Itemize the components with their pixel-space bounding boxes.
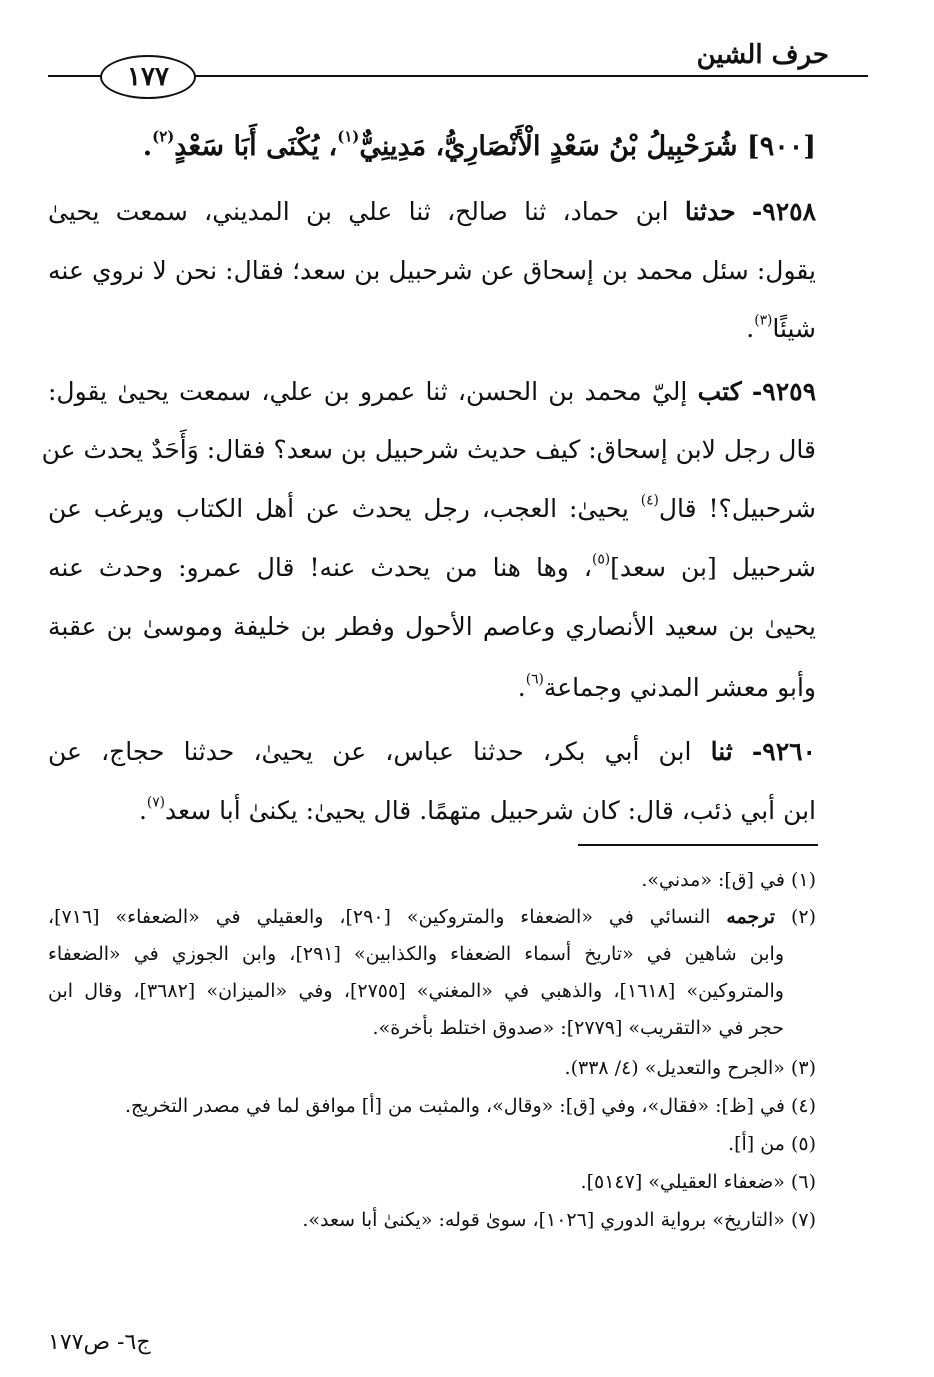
report-text: ابن أبي بكر، حدثنا عباس، عن يحيىٰ، حدثنا حجاج، عن	[48, 737, 692, 766]
report-text: ابن حماد، ثنا صالح، ثنا علي بن المديني، سمعت يحيىٰ	[48, 197, 669, 226]
footnote-1: (١) في [ق]: «مدني».	[641, 869, 816, 891]
footnote-ref-7: (٧)	[146, 794, 166, 811]
footnote-4: (٤) في [ظ]: «فقال»، وفي [ق]: «وقال»، والمثبت من [أ] موافق لما في مصدر التخريج.	[124, 1095, 816, 1117]
page-number-badge	[100, 55, 196, 99]
report-9259-line-1	[48, 373, 816, 411]
footnote-7: (٧) «التاريخ» برواية الدوري [١٠٢٦]، سوىٰ قوله: «يكنىٰ أبا سعد».	[302, 1209, 816, 1231]
footnote-number: (٢)	[790, 906, 817, 928]
report-text: شرحبيل؟! قال	[658, 494, 816, 523]
footnote-2-line-4: حجر في «التقريب» [٢٧٧٩]: «صدوق اختلط بأخرة».	[372, 1017, 784, 1039]
entry-end: .	[142, 131, 153, 162]
footnote-text: النسائي في «الضعفاء والمتروكين» [٢٩٠]، والعقيلي في «الضعفاء» [٧١٦]،	[48, 906, 711, 928]
entry-name: شُرَحْبِيلُ بْنُ سَعْدٍ الْأَنْصَارِيُّ، مَدِينِيٌّ	[359, 131, 738, 162]
report-text: ابن أبي ذئب، قال: كان شرحبيل متهمًا. قال يحيىٰ: يكنىٰ أبا سعد	[165, 796, 816, 825]
footnote-5: (٥) من [أ].	[728, 1133, 816, 1155]
footnote-separator	[578, 844, 818, 846]
report-number: ٩٢٦٠-	[751, 737, 816, 766]
footnote-keyword: ترجمه	[726, 906, 776, 928]
report-end: .	[138, 796, 147, 825]
footnote-ref-2: (٢)	[152, 127, 175, 146]
report-9259-line-6	[48, 669, 816, 707]
entry-heading	[48, 128, 816, 166]
report-9260-line-2	[48, 792, 816, 830]
transmission-keyword: حدثنا	[684, 197, 736, 226]
footnote-2-line-2: وابن شاهين في «تاريخ أسماء الضعفاء والكذابين» [٢٩١]، وابن الجوزي في «الضعفاء	[48, 943, 784, 965]
report-text: شرحبيل [بن سعد]	[610, 553, 816, 582]
footnote-ref-4: (٤)	[640, 492, 659, 509]
report-number: ٩٢٥٩-	[751, 377, 817, 406]
transmission-keyword: كتب	[697, 377, 742, 406]
report-9260-line-1	[48, 733, 816, 771]
report-9258-line-1	[48, 193, 816, 231]
footnote-ref-1: (١)	[337, 127, 360, 146]
footnote-ref-5: (٥)	[591, 551, 611, 568]
footnote-2-line-3: والمتروكين» [١٦١٨]، والذهبي في «المغني» [٢٧٥٥]، وفي «الميزان» [٣٦٨٢]، وقال ابن	[48, 980, 784, 1002]
report-9258-line-2: يقول: سئل محمد بن إسحاق عن شرحبيل بن سعد؛ فقال: نحن لا نروي عنه	[48, 256, 816, 285]
transmission-keyword: ثنا	[710, 737, 733, 766]
report-9259-line-2: قال رجل لابن إسحاق: كيف حديث شرحبيل بن سعد؟ فقال: وَأَحَدٌ يحدث عن	[41, 435, 816, 464]
report-text: يحيىٰ: العجب، رجل يحدث عن أهل الكتاب ويرغب عن	[48, 494, 629, 523]
report-9259-line-4	[48, 549, 816, 587]
entry-kunya: ، يُكْنَى أَبَا سَعْدٍ	[174, 131, 338, 162]
footnote-ref-6: (٦)	[525, 671, 544, 688]
report-text: شيئًا	[772, 314, 816, 343]
report-9259-line-3	[48, 490, 816, 528]
report-text: إليّ محمد بن الحسن، ثنا عمرو بن علي، سمعت يحيىٰ يقول:	[48, 377, 688, 406]
footnote-2-line-1	[48, 903, 816, 931]
report-9258-line-3	[48, 310, 816, 348]
report-end: .	[746, 314, 755, 343]
report-number: ٩٢٥٨-	[751, 197, 816, 226]
volume-page-ref: ج٦- ص١٧٧	[48, 1330, 151, 1355]
page-number: ١٧٧	[127, 62, 169, 92]
footnote-3: (٣) «الجرح والتعديل» (٤/ ٣٣٨).	[564, 1057, 816, 1079]
report-end: .	[517, 673, 526, 702]
report-text: ، وها هنا من يحدث عنه! قال عمرو: وحدث عنه	[48, 553, 592, 582]
report-text: وأبو معشر المدني وجماعة	[543, 673, 816, 702]
footnote-6: (٦) «ضعفاء العقيلي» [٥١٤٧].	[580, 1171, 816, 1193]
footnote-ref-3: (٣)	[754, 312, 773, 329]
running-header-title: حرف الشين	[696, 40, 829, 70]
report-9259-line-5: يحيىٰ بن سعيد الأنصاري وعاصم الأحول وفطر بن خليفة وموسىٰ بن عقبة	[48, 612, 816, 641]
entry-number: [٩٠٠]	[746, 131, 816, 162]
